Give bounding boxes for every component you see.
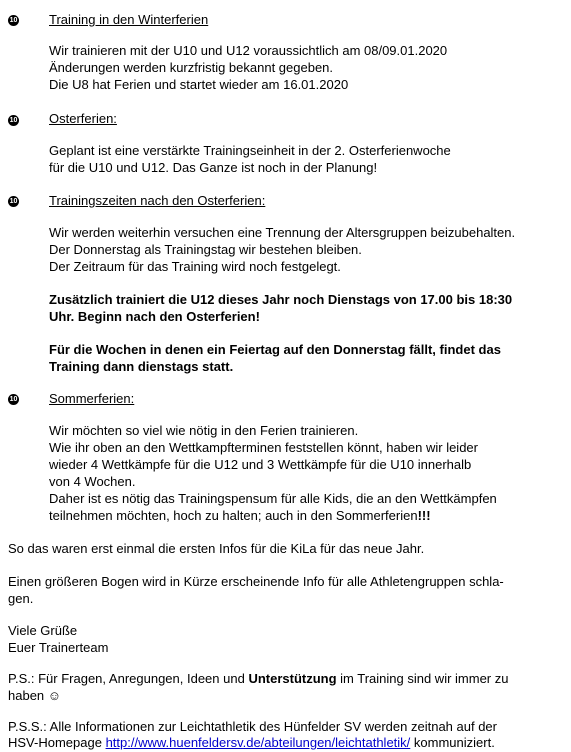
bogen-line: gen. [8,591,34,606]
paragraph-line: Wie ihr oben an den Wettkampfterminen feststellen könnt, haben wir leider [49,440,478,455]
greeting-line: Viele Grüße [8,623,78,638]
exclamation-marks: !!! [417,508,431,523]
paragraph-line: Wir trainieren mit der U10 und U12 voraussichtlich am 08/09.01.2020 [49,43,448,58]
ps-line: haben ☺ [8,688,62,703]
signature-line: Euer Trainerteam [8,640,109,655]
numbered-bullet-icon: 10 [9,117,18,124]
paragraph-line-bold: Uhr. Beginn nach den Osterferien! [49,309,260,324]
numbered-bullet-icon: 10 [9,17,18,24]
paragraph-line: für die U10 und U12. Das Ganze ist noch in der Planung! [49,160,378,175]
paragraph-line: Geplant ist eine verstärkte Trainingseinheit in der 2. Osterferienwoche [49,143,451,158]
numbered-bullet-icon: 10 [9,198,18,205]
paragraph-line: Wir werden weiterhin versuchen eine Trennung der Altersgruppen beizubehalten. [49,225,516,240]
paragraph-line-bold: Für die Wochen in denen ein Feiertag auf den Donnerstag fällt, findet das [49,342,501,357]
paragraph-line: Der Zeitraum für das Training wird noch festgelegt. [49,259,341,274]
paragraph-line-bold: Training dann dienstags statt. [49,359,234,374]
section-heading-osterferien: Osterferien: [49,111,117,126]
paragraph-line: von 4 Wochen. [49,474,136,489]
pss-line: HSV-Homepage http://www.huenfeldersv.de/abteilungen/leichtathletik/ kommuniziert. [8,735,495,750]
paragraph-line: Die U8 hat Ferien und startet wieder am 16.01.2020 [49,77,349,92]
numbered-bullet-icon: 10 [9,396,18,403]
section-heading-trainingszeiten: Trainingszeiten nach den Osterferien: [49,193,266,208]
ps-emphasis: Unterstützung [248,671,337,686]
bogen-line: Einen größeren Bogen wird in Kürze erscheinende Info für alle Athletengruppen schla- [8,574,504,589]
paragraph-line: Der Donnerstag als Trainingstag wir bestehen bleiben. [49,242,362,257]
paragraph-line: Daher ist es nötig das Trainingspensum für alle Kids, die an den Wettkämpfen [49,491,497,506]
ps-line: P.S.: Für Fragen, Anregungen, Ideen und Unterstützung im Training sind wir immer zu [8,671,509,686]
homepage-link[interactable]: http://www.huenfeldersv.de/abteilungen/leichtathletik/ [105,735,411,750]
section-heading-winterferien: Training in den Winterferien [49,12,209,27]
paragraph-line: Wir möchten so viel wie nötig in den Ferien trainieren. [49,423,359,438]
paragraph-line: wieder 4 Wettkämpfe für die U12 und 3 Wettkämpfe für die U10 innerhalb [49,457,472,472]
paragraph-line: teilnehmen möchten, hoch zu halten; auch in den Sommerferien!!! [49,508,431,523]
info-line: So das waren erst einmal die ersten Infos für die KiLa für das neue Jahr. [8,541,425,556]
section-heading-sommerferien: Sommerferien: [49,391,135,406]
paragraph-line: Änderungen werden kurzfristig bekannt gegeben. [49,60,334,75]
pss-line: P.S.S.: Alle Informationen zur Leichtathletik des Hünfelder SV werden zeitnah auf der [8,719,497,734]
paragraph-line-bold: Zusätzlich trainiert die U12 dieses Jahr noch Dienstags von 17.00 bis 18:30 [49,292,513,307]
